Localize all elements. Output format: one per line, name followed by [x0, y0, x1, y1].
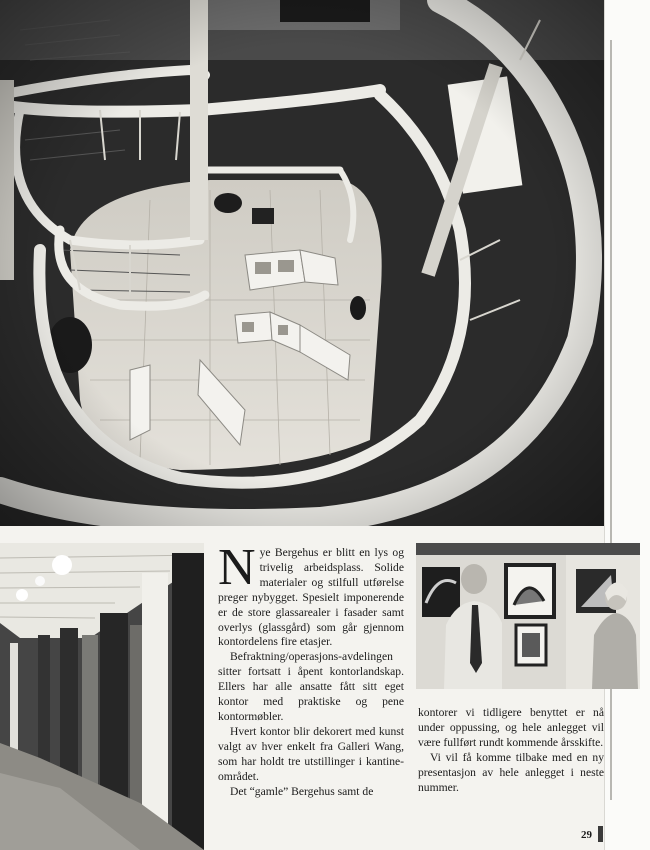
paragraph-1-text: ye Bergehus er blitt en lys og trivelig arbeidsplass. Solide materialer og stilfull utførelse preger nybygget. Spesielt imponerende er de store glassarealer i fasader samt overlys (glassgård) som går gjennom kontordelens fire etasjer. — [218, 546, 404, 649]
article-column-2 — [418, 706, 604, 795]
gallery-photo — [416, 543, 640, 689]
article-paragraph-6: Vi vil få komme tilbake med en ny presentasjon av hele anlegget i neste nummer. — [418, 750, 604, 794]
article-paragraph-2: Befraktning/operasjons-avdelingen sitter fortsatt i åpent kontorlandskap. Ellers har alle ansatte fått sitt eget kontor med praktiske og pene kontormøbler. — [218, 650, 404, 723]
article-paragraph-5: kontorer vi tidligere benyttet er nå under oppussing, og hele anlegget vil være fullført rundt kommende årsskifte. — [418, 706, 604, 749]
article-column-1 — [218, 539, 404, 799]
article-paragraph-4: Det “gamle” Bergehus samt de — [230, 784, 374, 798]
corridor-photo — [0, 543, 204, 850]
article-paragraph-1 — [218, 539, 404, 650]
page-number: 29 — [581, 829, 592, 841]
article-paragraph-3: Hvert kontor blir dekorert med kunst valgt av hver enkelt fra Galleri Wang, som har holdt tre utstillinger i kantine-området. — [218, 724, 404, 783]
page-marker — [598, 826, 603, 842]
drop-cap: N — [218, 539, 256, 596]
